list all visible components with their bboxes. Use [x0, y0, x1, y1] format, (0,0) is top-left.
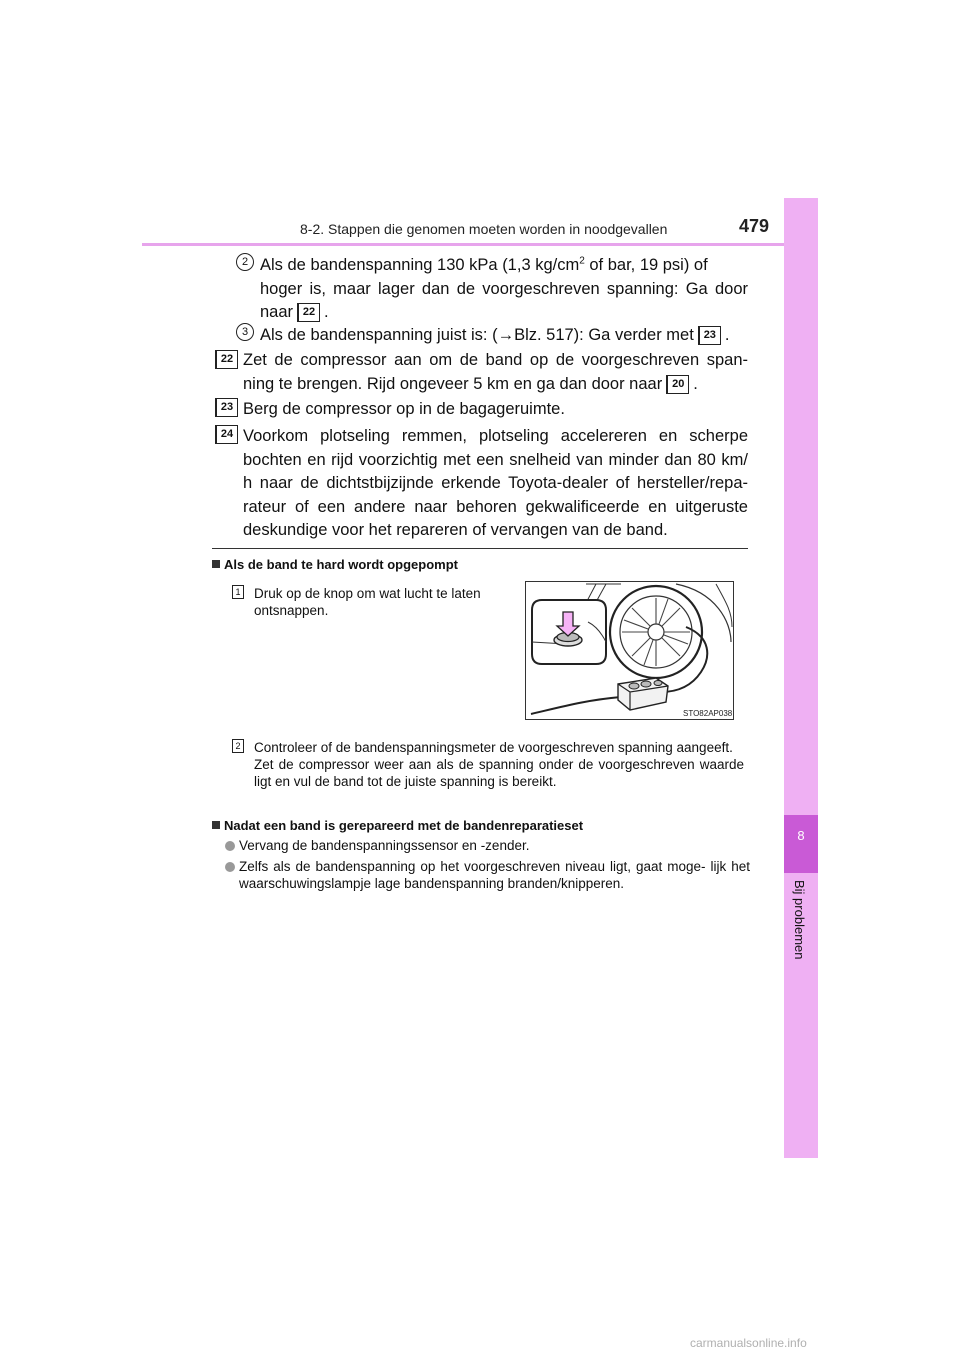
section-divider	[212, 548, 748, 549]
page-number: 479	[739, 216, 770, 236]
tire-compressor-drawing	[526, 582, 733, 719]
chapter-number-box	[784, 815, 818, 873]
bullet-icon	[225, 841, 235, 851]
square-bullet-icon	[212, 560, 220, 568]
step-22-label: 22	[215, 350, 238, 369]
substep-3-text: Als de bandenspanning juist is: (→Blz. 517): Ga verder met 23 .	[260, 326, 730, 344]
bullet-icon	[225, 862, 235, 872]
item-2-number: 2	[232, 739, 244, 753]
bullet-item: Zelfs als de bandenspanning op het voorgeschreven niveau ligt, gaat moge- lijk het waarschuwingslampje lage bandenspanning branden/knipperen.	[225, 858, 750, 892]
step-ref-22[interactable]: 22	[297, 303, 320, 322]
item-1-text: Druk op de knop om wat lucht te laten ontsnappen.	[254, 586, 481, 618]
step-ref-20[interactable]: 20	[666, 375, 689, 394]
substep-2-marker: 2	[236, 253, 254, 271]
compressor-illustration	[525, 581, 734, 720]
substep-3-marker: 3	[236, 323, 254, 341]
item-2-text: Controleer of de bandenspanningsmeter de voorgeschreven spanning aangeeft. Zet de compressor weer aan als de spanning onder de voorgeschreven waarde ligt en vul de band tot de juiste spanning is bereikt.	[254, 740, 744, 789]
chapter-number: 8	[797, 828, 805, 843]
step-22-text: Zet de compressor aan om de band op de voorgeschreven span- ning te brengen. Rijd ongeveer 5 km en ga dan door naar 20 .	[243, 351, 748, 393]
bullet-item: Vervang de bandenspanningssensor en -zender.	[225, 837, 750, 854]
watermark: carmanualsonline.info	[690, 1336, 807, 1350]
chapter-side-tab	[784, 198, 818, 1158]
overinflated-heading: Als de band te hard wordt opgepompt	[212, 557, 458, 572]
square-bullet-icon	[212, 821, 220, 829]
illustration-code: STO82AP038	[683, 709, 733, 718]
step-24-text: Voorkom plotseling remmen, plotseling accelereren en scherpe bochten en rijd voorzichtig met een snelheid van minder dan 80 km/ h naar de dichtstbijzijnde erkende Toyota-dealer of hersteller/repa- rateur of een andere naar behoren gekwalificeerde en uitgeruste deskundige voor het repareren of vervangen van de band.	[243, 427, 748, 539]
item-1-number: 1	[232, 585, 244, 599]
header-rule	[142, 243, 818, 246]
chapter-label: Bij problemen	[792, 880, 807, 960]
section-title: 8-2. Stappen die genomen moeten worden in noodgevallen	[300, 221, 668, 237]
step-ref-23[interactable]: 23	[698, 326, 721, 345]
substep-2-text: Als de bandenspanning 130 kPa (1,3 $kg/cm^2$ of bar, 19 psi) of hoger is, maar lager dan de voorgeschreven spanning: Ga door naar 22 .	[260, 255, 748, 321]
step-23-text: Berg de compressor op in de bagageruimte.	[243, 400, 565, 418]
step-24-label: 24	[215, 425, 238, 444]
after-repair-heading: Nadat een band is gerepareerd met de bandenreparatieset	[212, 818, 583, 833]
step-23-label: 23	[215, 398, 238, 417]
